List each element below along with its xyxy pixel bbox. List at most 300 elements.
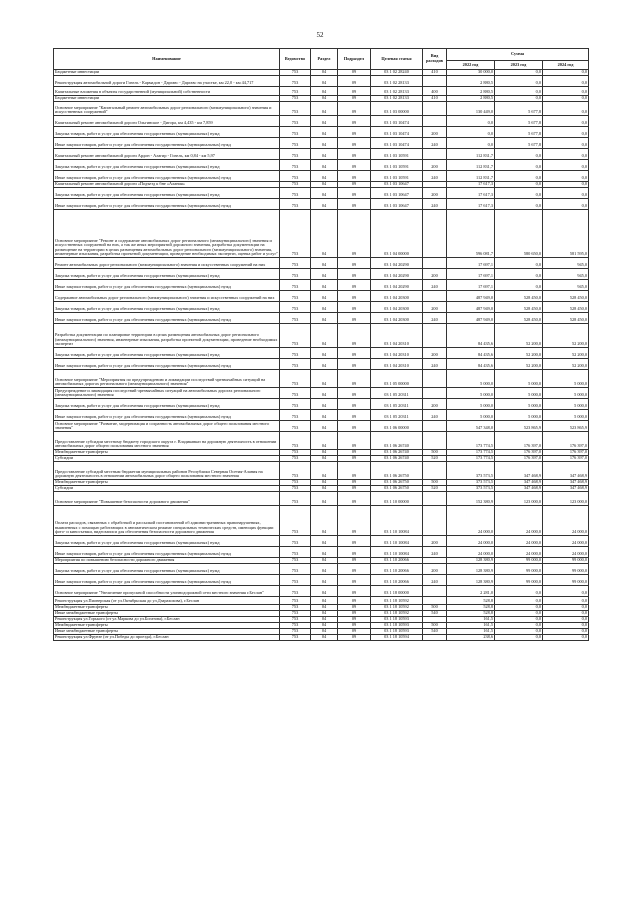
cell-exp <box>423 432 447 450</box>
cell-y3: 5 000,0 <box>543 410 589 421</box>
cell-y3: 528 450,0 <box>543 313 589 324</box>
cell-sub: 09 <box>338 160 371 171</box>
cell-y1: 596 081,7 <box>447 210 495 258</box>
cell-y2: 0,0 <box>495 70 543 76</box>
cell-y2: 176 397,0 <box>495 456 543 462</box>
cell-y2: 0,0 <box>495 635 543 641</box>
cell-y2: 5 677,8 <box>495 127 543 138</box>
cell-y1: 0,0 <box>447 127 495 138</box>
cell-art: 03 1 02 28133 <box>371 96 423 102</box>
cell-y2: 528 450,0 <box>495 291 543 302</box>
cell-y2: 52 200,0 <box>495 324 543 348</box>
cell-sec: 04 <box>311 96 338 102</box>
cell-sub: 09 <box>338 302 371 313</box>
cell-exp: 200 <box>423 536 447 547</box>
cell-exp: 240 <box>423 280 447 291</box>
header-year-2022: 2022 год <box>447 61 495 70</box>
cell-exp: 500 <box>423 450 447 456</box>
cell-y3: 24 000,0 <box>543 506 589 536</box>
cell-dep: 753 <box>280 70 311 76</box>
cell-y3: 0,0 <box>543 617 589 623</box>
cell-exp: 200 <box>423 399 447 410</box>
cell-art: 03 1 03 10647 <box>371 188 423 199</box>
cell-y1: 112 831,7 <box>447 171 495 182</box>
cell-y2: 0,0 <box>495 597 543 605</box>
cell-dep: 753 <box>280 182 311 188</box>
cell-exp: 200 <box>423 188 447 199</box>
cell-sec: 04 <box>311 450 338 456</box>
cell-exp <box>423 492 447 506</box>
cell-sec: 04 <box>311 258 338 269</box>
cell-y3: 0,0 <box>543 127 589 138</box>
cell-y1: 17 617,3 <box>447 182 495 188</box>
cell-art: 03 1 03 10591 <box>371 171 423 182</box>
table-row <box>54 280 589 291</box>
cell-art: 03 1 05 00000 <box>371 370 423 388</box>
cell-sec: 04 <box>311 399 338 410</box>
cell-y2: 0,0 <box>495 269 543 280</box>
cell-y3: 99 000,0 <box>543 575 589 586</box>
cell-y2: 123 000,0 <box>495 492 543 506</box>
cell-name: Закупка товаров, работ и услуг для обеспечения государственных (муниципальных) нужд <box>54 127 280 138</box>
table-row <box>54 127 589 138</box>
cell-sec: 04 <box>311 586 338 597</box>
cell-sub: 09 <box>338 127 371 138</box>
cell-sec: 04 <box>311 370 338 388</box>
cell-dep: 753 <box>280 611 311 617</box>
cell-exp <box>423 635 447 641</box>
cell-sub: 09 <box>338 269 371 280</box>
cell-y1: 373 573,5 <box>447 480 495 486</box>
table-row <box>54 149 589 160</box>
cell-sec: 04 <box>311 617 338 623</box>
cell-dep: 753 <box>280 160 311 171</box>
cell-y3: 99 000,0 <box>543 558 589 564</box>
cell-art: 03 1 04 20310 <box>371 359 423 370</box>
cell-y1: 0,0 <box>447 116 495 127</box>
cell-name: Закупка товаров, работ и услуг для обеспечения государственных (муниципальных) нужд <box>54 536 280 547</box>
cell-y2: 0,0 <box>495 76 543 87</box>
cell-sub: 09 <box>338 623 371 629</box>
cell-sec: 04 <box>311 313 338 324</box>
cell-sub: 09 <box>338 597 371 605</box>
cell-name: Предупреждение и ликвидация последствий чрезвычайных ситуаций на автомобильных дорогах регионального (межмуниципального) значения <box>54 388 280 399</box>
cell-y1: 128 380,9 <box>447 558 495 564</box>
cell-sub: 09 <box>338 149 371 160</box>
cell-dep: 753 <box>280 623 311 629</box>
cell-exp <box>423 388 447 399</box>
cell-dep: 753 <box>280 370 311 388</box>
table-row <box>54 188 589 199</box>
cell-y1: 173 774,5 <box>447 450 495 456</box>
cell-y1: 487 949,0 <box>447 302 495 313</box>
cell-exp: 500 <box>423 480 447 486</box>
cell-y1: 84 435,6 <box>447 348 495 359</box>
cell-y1: 84 435,6 <box>447 359 495 370</box>
cell-dep: 753 <box>280 575 311 586</box>
cell-name: Ремонт автомобильных дорог регионального (межмуниципального) значения и искусственных сооружений на них <box>54 258 280 269</box>
cell-sub: 09 <box>338 506 371 536</box>
cell-name: Иные закупки товаров, работ и услуг для обеспечения государственных (муниципальных) нужд <box>54 280 280 291</box>
cell-sub: 09 <box>338 486 371 492</box>
cell-name: Реконструкция ул.Пионерская (от ул.Октябрьская до ул.Дзарахохова), г.Беслан <box>54 597 280 605</box>
cell-name: Оплата расходов, связанных с обработкой и рассылкой постановлений об административных правонарушениях, выявленных с помощью работающих в автоматическом режиме специальных технических средств, имеющих функции фото- и киносъемки, видеозаписи для обеспечения безопасности дорожного движения <box>54 506 280 536</box>
cell-art: 03 1 06 26740 <box>371 450 423 456</box>
cell-sub: 09 <box>338 182 371 188</box>
cell-y3: 123 000,0 <box>543 492 589 506</box>
cell-name: Закупка товаров, работ и услуг для обеспечения государственных (муниципальных) нужд <box>54 399 280 410</box>
cell-y3: 0,0 <box>543 199 589 210</box>
cell-y3: 52 200,0 <box>543 359 589 370</box>
cell-y2: 5 677,8 <box>495 138 543 149</box>
cell-art: 03 1 06 26750 <box>371 462 423 480</box>
cell-y2: 0,0 <box>495 617 543 623</box>
cell-sec: 04 <box>311 102 338 116</box>
header-department: Ведомство <box>280 49 311 70</box>
cell-y2: 5 000,0 <box>495 410 543 421</box>
cell-sec: 04 <box>311 70 338 76</box>
cell-dep: 753 <box>280 87 311 96</box>
cell-y2: 0,0 <box>495 586 543 597</box>
cell-art: 03 1 03 10591 <box>371 149 423 160</box>
cell-exp: 500 <box>423 623 447 629</box>
cell-exp <box>423 116 447 127</box>
cell-y2: 99 000,0 <box>495 558 543 564</box>
cell-art: 03 1 03 00000 <box>371 102 423 116</box>
cell-y3: 523 865,9 <box>543 421 589 432</box>
cell-dep: 753 <box>280 188 311 199</box>
cell-y3: 0,0 <box>543 96 589 102</box>
cell-name: Межбюджетные трансферты <box>54 450 280 456</box>
cell-y3: 176 397,0 <box>543 432 589 450</box>
cell-name: Субсидии <box>54 456 280 462</box>
cell-y2: 176 397,0 <box>495 432 543 450</box>
cell-sub: 09 <box>338 492 371 506</box>
table-row <box>54 87 589 96</box>
cell-y3: 0,0 <box>543 116 589 127</box>
cell-y2: 528 450,0 <box>495 313 543 324</box>
cell-y2: 24 000,0 <box>495 506 543 536</box>
cell-art: 03 1 03 10474 <box>371 127 423 138</box>
cell-y2: 0,0 <box>495 280 543 291</box>
cell-sub: 09 <box>338 456 371 462</box>
cell-name: Иные закупки товаров, работ и услуг для обеспечения государственных (муниципальных) нужд <box>54 575 280 586</box>
cell-exp: 200 <box>423 564 447 575</box>
cell-y1: 528,8 <box>447 597 495 605</box>
budget-table <box>53 48 589 641</box>
cell-sub: 09 <box>338 547 371 558</box>
cell-y2: 0,0 <box>495 160 543 171</box>
cell-name: Закупка товаров, работ и услуг для обеспечения государственных (муниципальных) нужд <box>54 348 280 359</box>
cell-sec: 04 <box>311 480 338 486</box>
cell-dep: 753 <box>280 586 311 597</box>
cell-sec: 04 <box>311 269 338 280</box>
cell-art: 03 1 18 10592 <box>371 605 423 611</box>
cell-sub: 09 <box>338 586 371 597</box>
cell-exp <box>423 258 447 269</box>
cell-y1: 5 000,0 <box>447 388 495 399</box>
cell-sec: 04 <box>311 171 338 182</box>
table-row <box>54 138 589 149</box>
cell-sub: 09 <box>338 421 371 432</box>
cell-art: 03 1 04 00000 <box>371 210 423 258</box>
cell-y3: 0,0 <box>543 623 589 629</box>
cell-sub: 09 <box>338 410 371 421</box>
table-row <box>54 564 589 575</box>
cell-art: 03 1 04 20300 <box>371 313 423 324</box>
cell-y1: 487 949,0 <box>447 313 495 324</box>
table-row <box>54 313 589 324</box>
cell-sub: 09 <box>338 324 371 348</box>
table-row <box>54 399 589 410</box>
cell-dep: 753 <box>280 486 311 492</box>
cell-sub: 09 <box>338 575 371 586</box>
cell-y2: 0,0 <box>495 149 543 160</box>
cell-exp: 410 <box>423 70 447 76</box>
cell-sec: 04 <box>311 359 338 370</box>
cell-sec: 04 <box>311 188 338 199</box>
cell-exp: 240 <box>423 171 447 182</box>
cell-exp: 240 <box>423 547 447 558</box>
cell-exp: 240 <box>423 138 447 149</box>
cell-y2: 5 677,8 <box>495 102 543 116</box>
cell-name: Основное мероприятие "Капитальный ремонт автомобильных дорог регионального (межмуниципального) значения и искусственных сооружений" <box>54 102 280 116</box>
cell-sub: 09 <box>338 480 371 486</box>
cell-name: Закупка товаров, работ и услуг для обеспечения государственных (муниципальных) нужд <box>54 188 280 199</box>
table-row <box>54 575 589 586</box>
cell-art: 03 1 18 10592 <box>371 611 423 617</box>
cell-sec: 04 <box>311 149 338 160</box>
cell-sec: 04 <box>311 138 338 149</box>
cell-art: 03 1 03 10647 <box>371 182 423 188</box>
cell-y1: 17 697,1 <box>447 280 495 291</box>
cell-name: Предоставление субсидий местным бюджетам муниципальных районов Республики Северная Осетия-Алания на дорожную деятельность в отношении автомобильных дорог общего пользования местного значения <box>54 462 280 480</box>
cell-dep: 753 <box>280 127 311 138</box>
cell-y2: 0,0 <box>495 605 543 611</box>
cell-art: 03 1 18 10594 <box>371 635 423 641</box>
cell-dep: 753 <box>280 302 311 313</box>
cell-art: 03 1 18 00000 <box>371 586 423 597</box>
table-row <box>54 258 589 269</box>
cell-name: Иные закупки товаров, работ и услуг для обеспечения государственных (муниципальных) нужд <box>54 313 280 324</box>
cell-exp <box>423 76 447 87</box>
table-row <box>54 359 589 370</box>
cell-exp: 240 <box>423 359 447 370</box>
cell-art: 03 1 04 20310 <box>371 324 423 348</box>
cell-art: 03 1 05 20311 <box>371 410 423 421</box>
cell-name: Основное мероприятие "Ремонт и содержание автомобильных дорог регионального (межмуниципального) значения и искусственных сооружений на них, а так же иных мероприятий дорожного значения, разработка документации на размещение на территории в целях размещения автомобильных дорог регионального (межмуниципального) значения, инженерные изыскания, разработка проектной документации, проведение необходимых экспертиз, оценка работ и услуг" <box>54 210 280 258</box>
cell-sub: 09 <box>338 370 371 388</box>
cell-y1: 173 774,5 <box>447 456 495 462</box>
cell-dep: 753 <box>280 348 311 359</box>
cell-sec: 04 <box>311 575 338 586</box>
cell-art: 03 1 02 28133 <box>371 76 423 87</box>
cell-y2: 24 000,0 <box>495 536 543 547</box>
cell-y3: 0,0 <box>543 171 589 182</box>
header-name: Наименование <box>54 49 280 70</box>
cell-exp: 240 <box>423 313 447 324</box>
cell-dep: 753 <box>280 313 311 324</box>
cell-art: 03 1 10 00000 <box>371 492 423 506</box>
cell-sec: 04 <box>311 291 338 302</box>
cell-name: Иные межбюджетные трансферты <box>54 629 280 635</box>
cell-exp: 200 <box>423 269 447 280</box>
cell-sec: 04 <box>311 547 338 558</box>
cell-sub: 09 <box>338 399 371 410</box>
cell-dep: 753 <box>280 564 311 575</box>
cell-sub: 09 <box>338 70 371 76</box>
cell-art: 03 1 02 28133 <box>371 87 423 96</box>
cell-sub: 09 <box>338 536 371 547</box>
cell-y2: 24 000,0 <box>495 547 543 558</box>
cell-y1: 84 435,6 <box>447 324 495 348</box>
cell-art: 03 1 06 00000 <box>371 421 423 432</box>
cell-name: Капитальные вложения в объекты государственной (муниципальной) собственности <box>54 87 280 96</box>
cell-y1: 373 573,5 <box>447 486 495 492</box>
cell-sub: 09 <box>338 87 371 96</box>
cell-y3: 5 000,0 <box>543 399 589 410</box>
cell-dep: 753 <box>280 388 311 399</box>
cell-y3: 0,0 <box>543 76 589 87</box>
cell-dep: 753 <box>280 116 311 127</box>
cell-y3: 24 000,0 <box>543 536 589 547</box>
cell-y3: 5 000,0 <box>543 388 589 399</box>
cell-sec: 04 <box>311 87 338 96</box>
cell-sec: 04 <box>311 324 338 348</box>
cell-y2: 347 468,9 <box>495 462 543 480</box>
cell-name: Содержание автомобильных дорог регионального (межмуниципального) значения и искусственных сооружений на них <box>54 291 280 302</box>
cell-exp <box>423 210 447 258</box>
table-row <box>54 210 589 258</box>
cell-art: 03 1 03 10591 <box>371 160 423 171</box>
header-year-2023: 2023 год <box>495 61 543 70</box>
cell-y3: 0,0 <box>543 605 589 611</box>
cell-sub: 09 <box>338 102 371 116</box>
cell-art: 03 1 18 10593 <box>371 629 423 635</box>
cell-sec: 04 <box>311 456 338 462</box>
cell-dep: 753 <box>280 450 311 456</box>
cell-sec: 04 <box>311 558 338 564</box>
cell-art: 03 1 18 10593 <box>371 617 423 623</box>
cell-sub: 09 <box>338 258 371 269</box>
cell-y2: 99 000,0 <box>495 575 543 586</box>
cell-dep: 753 <box>280 635 311 641</box>
cell-dep: 753 <box>280 597 311 605</box>
table-row <box>54 370 589 388</box>
cell-y3: 0,0 <box>543 87 589 96</box>
cell-sub: 09 <box>338 188 371 199</box>
cell-sec: 04 <box>311 302 338 313</box>
table-row <box>54 102 589 116</box>
cell-exp <box>423 370 447 388</box>
cell-art: 03 1 05 20311 <box>371 388 423 399</box>
cell-y3: 5 000,0 <box>543 370 589 388</box>
table-row <box>54 348 589 359</box>
cell-art: 03 1 05 20311 <box>371 399 423 410</box>
cell-y1: 173 774,5 <box>447 432 495 450</box>
cell-sec: 04 <box>311 199 338 210</box>
cell-y1: 17 617,3 <box>447 188 495 199</box>
cell-dep: 753 <box>280 324 311 348</box>
cell-name: Реконструкция ул.Фрунзе (от ул.Победы до проезда), г.Беслан <box>54 635 280 641</box>
cell-exp: 400 <box>423 87 447 96</box>
cell-y3: 0,0 <box>543 138 589 149</box>
cell-y2: 528 450,0 <box>495 302 543 313</box>
table-row <box>54 506 589 536</box>
cell-y2: 176 397,0 <box>495 450 543 456</box>
table-row <box>54 462 589 480</box>
cell-y3: 52 200,0 <box>543 348 589 359</box>
cell-name: Иные межбюджетные трансферты <box>54 611 280 617</box>
cell-art: 03 1 04 20290 <box>371 269 423 280</box>
cell-y2: 523 865,9 <box>495 421 543 432</box>
cell-y3: 528 450,0 <box>543 302 589 313</box>
cell-y1: 238,6 <box>447 635 495 641</box>
cell-sub: 09 <box>338 558 371 564</box>
cell-sub: 09 <box>338 462 371 480</box>
cell-exp <box>423 421 447 432</box>
cell-dep: 753 <box>280 432 311 450</box>
cell-sec: 04 <box>311 506 338 536</box>
cell-sec: 04 <box>311 605 338 611</box>
cell-name: Бюджетные инвестиции <box>54 96 280 102</box>
table-row <box>54 302 589 313</box>
cell-y1: 161,5 <box>447 629 495 635</box>
cell-dep: 753 <box>280 199 311 210</box>
cell-dep: 753 <box>280 547 311 558</box>
cell-art: 03 1 04 20290 <box>371 258 423 269</box>
cell-exp: 410 <box>423 96 447 102</box>
cell-dep: 753 <box>280 280 311 291</box>
table-row <box>54 116 589 127</box>
cell-y3: 0,0 <box>543 160 589 171</box>
cell-art: 03 1 02 28240 <box>371 70 423 76</box>
cell-dep: 753 <box>280 96 311 102</box>
cell-y2: 0,0 <box>495 171 543 182</box>
cell-y1: 128 380,9 <box>447 564 495 575</box>
header-section: Раздел <box>311 49 338 70</box>
cell-y1: 373 573,5 <box>447 462 495 480</box>
cell-sec: 04 <box>311 280 338 291</box>
cell-y2: 5 000,0 <box>495 370 543 388</box>
cell-y3: 581 595,0 <box>543 210 589 258</box>
cell-exp: 500 <box>423 605 447 611</box>
cell-art: 03 1 03 10474 <box>371 116 423 127</box>
cell-y1: 487 949,0 <box>447 291 495 302</box>
cell-dep: 753 <box>280 76 311 87</box>
cell-sec: 04 <box>311 388 338 399</box>
cell-art: 03 1 18 10593 <box>371 623 423 629</box>
cell-y2: 52 200,0 <box>495 359 543 370</box>
cell-art: 03 1 10 20066 <box>371 564 423 575</box>
cell-exp: 240 <box>423 199 447 210</box>
cell-dep: 753 <box>280 462 311 480</box>
cell-dep: 753 <box>280 506 311 536</box>
cell-dep: 753 <box>280 171 311 182</box>
cell-name: Реконструкция ул.Горького (от ул.Маркова до ул.Богатова), г.Беслан <box>54 617 280 623</box>
cell-name: Мероприятия по повышению безопасности дорожного движения <box>54 558 280 564</box>
cell-y2: 0,0 <box>495 629 543 635</box>
cell-sec: 04 <box>311 486 338 492</box>
cell-y1: 2 880,5 <box>447 96 495 102</box>
cell-y3: 0,0 <box>543 149 589 160</box>
cell-y1: 528,8 <box>447 605 495 611</box>
cell-dep: 753 <box>280 617 311 623</box>
table-row <box>54 421 589 432</box>
cell-y2: 0,0 <box>495 623 543 629</box>
cell-name: Бюджетные инвестиции <box>54 70 280 76</box>
cell-y2: 5 000,0 <box>495 388 543 399</box>
